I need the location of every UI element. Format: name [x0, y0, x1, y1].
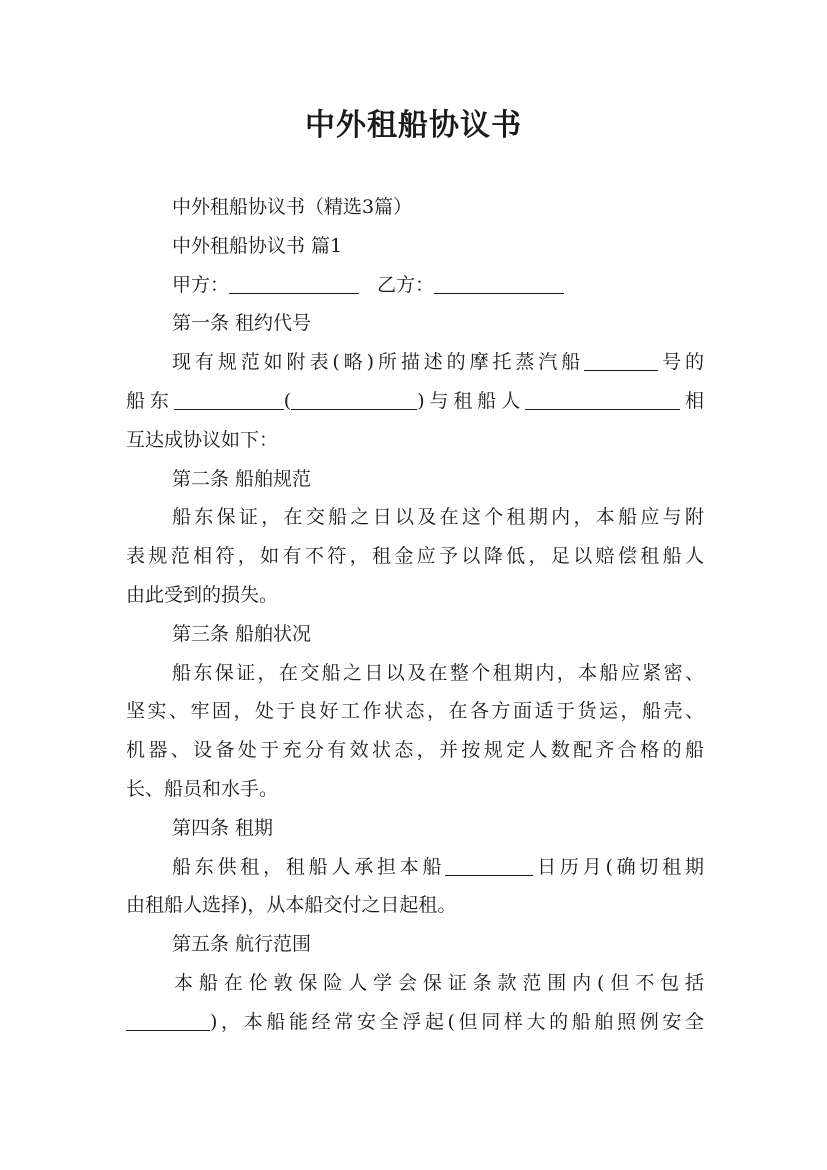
document-title: 中外租船协议书 — [305, 108, 522, 143]
parties-line — [126, 266, 704, 305]
article-3-heading: 第三条 船舶状况 — [172, 622, 312, 645]
article-2-line-3: 由此受到的损失。 — [126, 583, 279, 606]
article-2-line-1: 船东保证，在交船之日以及在这个租期内，本船应与附 — [172, 506, 704, 529]
article-5-line-2 — [126, 1003, 704, 1042]
article-1-text-c: 船东 — [126, 389, 174, 412]
article-3-line-2: 坚实、牢固，处于良好工作状态，在各方面适于货运，船壳、 — [126, 700, 704, 723]
article-4-line-1 — [126, 848, 704, 887]
article-5-line-1: 本船在伦敦保险人学会保证条款范围内(但不包括 — [174, 971, 704, 994]
article-4-text-a: 船东供租，租船人承担本船 — [172, 855, 446, 878]
article-1-text-a: 现有规范如附表(略)所描述的摩托蒸汽船 — [172, 351, 585, 374]
article-1-line-3: 互达成协议如下： — [126, 428, 279, 451]
party-b-blank — [434, 269, 564, 294]
shipowner-detail-blank — [291, 385, 417, 410]
article-1-text-f: 相 — [680, 389, 704, 412]
article-3-line-1: 船东保证，在交船之日以及在整个租期内，本船应紧密、 — [172, 661, 704, 684]
article-1-text-b: 号的 — [658, 351, 704, 374]
article-3-line-4: 长、船员和水手。 — [126, 777, 279, 800]
ship-number-blank — [584, 346, 658, 371]
excluded-areas-blank — [126, 1006, 210, 1031]
subtitle: 中外租船协议书（精选3篇） — [172, 196, 413, 218]
article-4-text-b: 日历月(确切租期 — [533, 855, 704, 878]
article-5-text-b: )，本船能经常安全浮起(但同样大的船舶照例安全 — [210, 1010, 704, 1033]
article-2-line-2: 表规范相符，如有不符，租金应予以降低，足以赔偿租船人 — [126, 545, 704, 568]
article-1-heading: 第一条 租约代号 — [172, 312, 312, 335]
party-b-label: 乙方： — [377, 273, 435, 296]
party-a-label: 甲方： — [172, 273, 230, 296]
article-1-line-2 — [126, 382, 704, 421]
article-2-heading: 第二条 船舶规范 — [172, 467, 312, 490]
article-4-heading: 第四条 租期 — [172, 816, 274, 839]
article-3-line-3: 机器、设备处于充分有效状态，并按规定人数配齐合格的船 — [126, 739, 704, 762]
charterer-blank — [525, 385, 680, 410]
document-body — [126, 188, 704, 1042]
article-1-text-e: )与租船人 — [417, 389, 526, 412]
section-heading: 中外租船协议书 篇1 — [172, 234, 343, 257]
charter-months-blank — [445, 851, 533, 876]
article-5-heading: 第五条 航行范围 — [172, 933, 312, 956]
article-4-line-2: 由租船人选择)，从本船交付之日起租。 — [126, 894, 457, 917]
article-1-line-1 — [126, 343, 704, 382]
party-a-blank — [229, 269, 359, 294]
shipowner-blank — [174, 385, 284, 410]
article-1-text-d: ( — [283, 389, 292, 412]
